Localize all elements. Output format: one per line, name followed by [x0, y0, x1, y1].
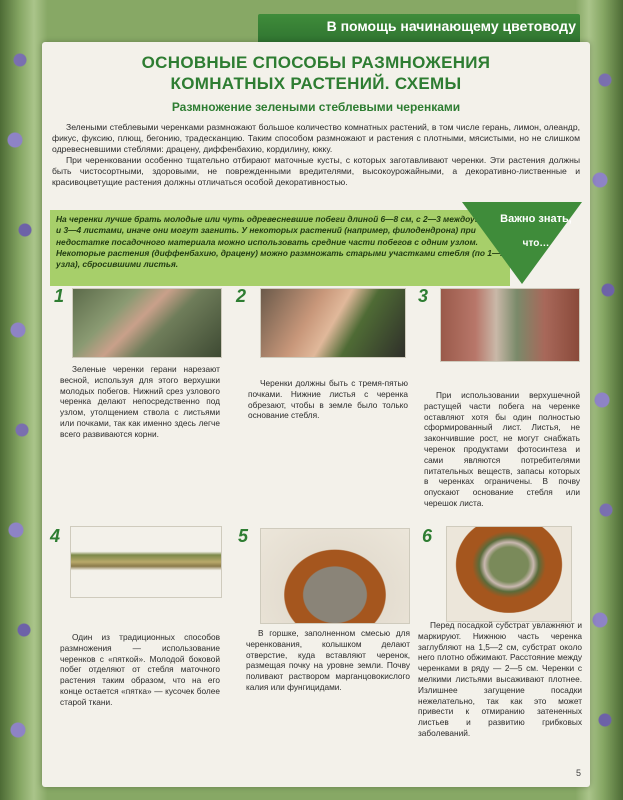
tip-label-cont: что… [522, 238, 550, 249]
step-text-1 [60, 364, 220, 440]
photo-potted-cuttings [446, 526, 572, 622]
photo-cuttings-on-tiles [440, 288, 580, 362]
step-text-2 [248, 378, 408, 421]
intro-paragraph: Зелеными стеблевыми черенками размножают большое количество комнатных растений, в том числе герань, лимон, олеандр, фикус, фуксию, плющ, бегонию, традесканцию. Таким способом размножают и растения с плотными, мясистыми, но не слишком одревесневшими стеблями: драцену, диффенбахию, кордилину, юкку. [52, 122, 580, 154]
photo-trimming-leaves [260, 288, 406, 358]
step-number-1: 1 [54, 286, 65, 306]
tip-text: На черенки лучше брать молодые или чуть одревесневшие побеги длиной 6—8 см, с 2—3 междоузлиями и 3—4 листами, иначе они могут загнить. У некоторых растений (например, филодендрона) при недостатке посадочного материала можно использовать средние части побегов с одним узлом. Некоторые растения (диффенбахию, драцену) можно размножать старыми участками стебля (по 1—2 узла), сбросившими листья. [56, 214, 506, 270]
photo-pot-with-stick [260, 528, 410, 624]
section-header: В помощь начинающему цветоводу [326, 18, 576, 34]
photo-geranium-cutting [72, 288, 222, 358]
step-number-6: 6 [422, 526, 433, 546]
photo-heel-cutting [70, 526, 222, 598]
page [42, 42, 590, 787]
tip-label: Важно знать, [500, 213, 572, 225]
step-paragraph: Перед посадкой субстрат увлажняют и маркируют. Нижнюю часть черенка заглубляют на 1,5—2 см, субстрат около него плотно обжимают. Расстояние между черенками в ряду — 2—5 см. Черенки с мелкими листьями высаживают плотнее. Излишнее загущение посадки нежелательно, так как это может привести к отмиранию затененных листьев и развитию грибковых заболеваний. [418, 620, 582, 738]
step-text-3 [424, 390, 580, 509]
step-number-2: 2 [236, 286, 247, 306]
intro-text [52, 122, 580, 188]
step-text-6 [418, 620, 582, 739]
intro-paragraph: При черенковании особенно тщательно отбирают маточные кусты, с которых заготавливают черенки. Эти растения должны быть чистосортными, здоровыми, не поврежденными вредителями, высокоурожайными, а декоративно-лиственные и красивоцветущие растения должны отличаться особой декоративностью. [52, 155, 580, 187]
step-paragraph: Один из традиционных способов размножения — использование черенков с «пяткой». Молодой боковой побег отделяют от стебля маточного растения таким образом, что на его конце остается «пятка» — кусочек более старой ткани. [60, 632, 220, 707]
step-paragraph: При использовании верхушечной растущей части побега на черенке оставляют хотя бы один полностью сформированный лист. Листья, не закончившие рост, не могут снабжать черенок продуктами фотосинтеза и сами являются потребителями питательных веществ, запасы которых в черенках ограничены. В почву опускают основание стебля или черешок листа. [424, 390, 580, 508]
page-title [42, 52, 590, 94]
page-number: 5 [576, 768, 582, 778]
step-text-5 [246, 628, 410, 693]
step-paragraph: В горшке, заполненном смесью для черенкования, колышком делают отверстие, куда вставляют черенок, размещая почку на уровне земли. Почву поливают раствором марганцовокислого калия или фунгицидами. [246, 628, 410, 692]
step-number-4: 4 [50, 526, 61, 546]
step-paragraph: Черенки должны быть с тремя-пятью почками. Нижние листья с черенка обрезают, чтобы в земле было только основание стебля. [248, 378, 408, 421]
step-number-3: 3 [418, 286, 429, 306]
step-text-4 [60, 632, 220, 708]
title-line-1: ОСНОВНЫЕ СПОСОБЫ РАЗМНОЖЕНИЯ [141, 53, 491, 72]
step-paragraph: Зеленые черенки герани нарезают весной, используя для этого верхушки молодых побегов. Нижний срез узлового черенка делают непосредственно под узлом, утолщением ствола с листьями или почками, так как именно здесь легче всего развиваются корни. [60, 364, 220, 439]
title-line-2: КОМНАТНЫХ РАСТЕНИЙ. СХЕМЫ [170, 74, 462, 93]
step-number-5: 5 [238, 526, 249, 546]
section-subtitle: Размножение зелеными стеблевыми черенками [171, 100, 461, 114]
